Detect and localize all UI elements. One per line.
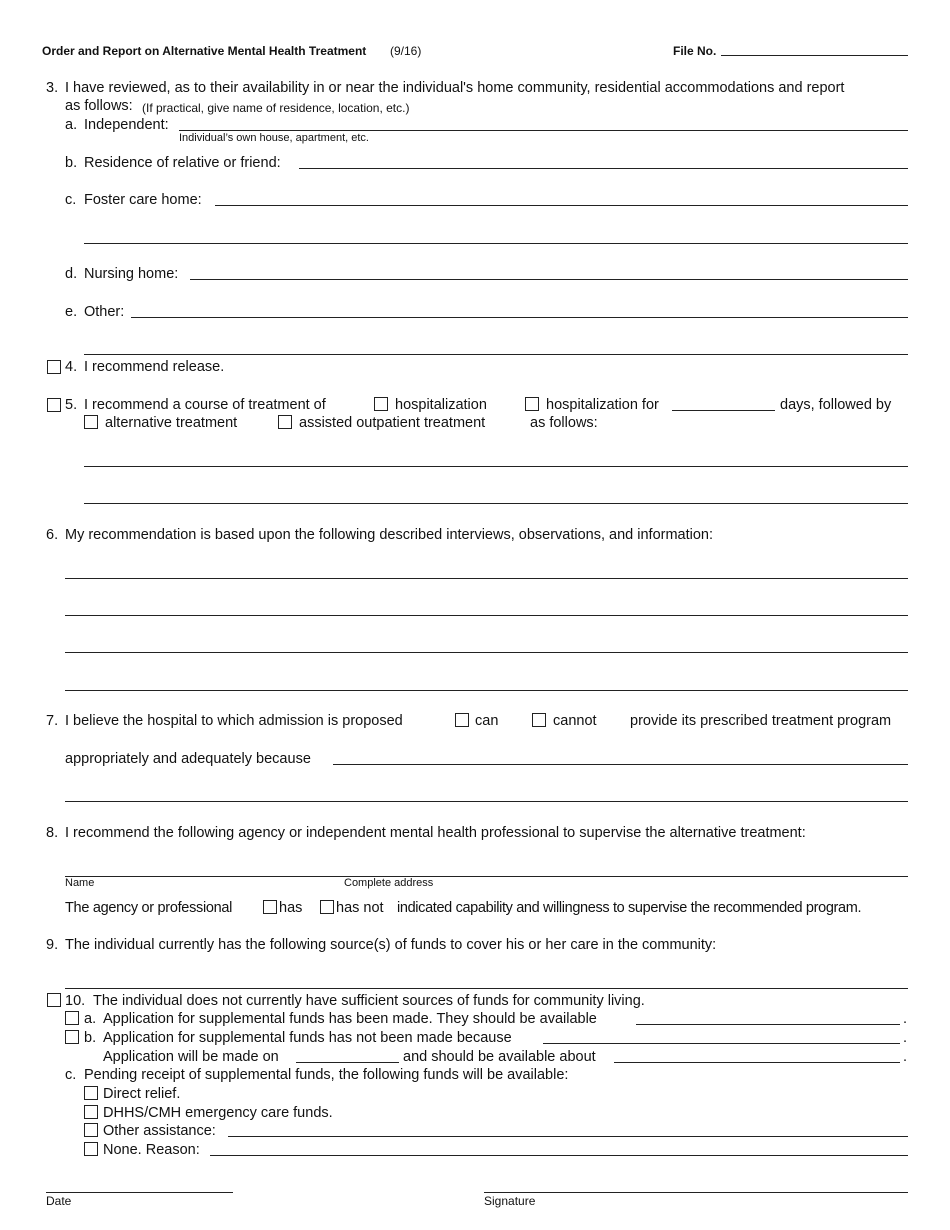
q8-name-address-field[interactable]: [65, 876, 908, 877]
q7-cannot-checkbox[interactable]: [532, 713, 546, 727]
q7-can-label: can: [475, 713, 499, 729]
q10c-none-checkbox[interactable]: [84, 1142, 98, 1156]
form-revision: (9/16): [390, 44, 422, 58]
q8-has-label: has: [279, 900, 303, 916]
q6-text: My recommendation is based upon the following described interviews, observations, and information:: [65, 527, 714, 543]
q10b-application-date-field[interactable]: [296, 1062, 399, 1063]
q5-hospitalization-for-checkbox[interactable]: [525, 397, 539, 411]
q6-number: 6.: [46, 527, 59, 543]
q10b-line2b: and should be available about: [403, 1049, 596, 1065]
signature-label: Signature: [484, 1194, 536, 1208]
q3c-label: Foster care home:: [84, 192, 202, 208]
q3e-other-field-line2[interactable]: [84, 354, 908, 355]
q8-text: I recommend the following agency or independent mental health professional to supervise the alternative treatment:: [65, 825, 806, 841]
q3-text: I have reviewed, as to their availability in or near the individual's home community, residential accommodations and report: [65, 80, 845, 96]
q10b-line2: Application will be made on: [103, 1049, 279, 1065]
q10c-none-reason-field[interactable]: [210, 1155, 908, 1156]
q10b-letter: b.: [84, 1030, 97, 1046]
q10b-text: Application for supplemental funds has not been made because: [103, 1030, 512, 1046]
q9-funds-field[interactable]: [65, 988, 908, 989]
q6-field-line1[interactable]: [65, 578, 908, 579]
q4-text: I recommend release.: [84, 359, 225, 375]
q5-days-field[interactable]: [672, 410, 775, 411]
date-field[interactable]: [46, 1192, 233, 1193]
q6-field-line3[interactable]: [65, 652, 908, 653]
q3b-relative-field[interactable]: [299, 168, 908, 169]
q3e-letter: e.: [65, 304, 78, 320]
q9-number: 9.: [46, 937, 59, 953]
q10c-text: Pending receipt of supplemental funds, the following funds will be available:: [84, 1067, 569, 1083]
q5-text: I recommend a course of treatment of: [84, 397, 326, 413]
file-no-label: File No.: [673, 44, 717, 58]
q3-number: 3.: [46, 80, 59, 96]
q5-days-followed-by: days, followed by: [780, 397, 892, 413]
q5-hospitalization-for-label: hospitalization for: [546, 397, 659, 413]
q3b-label: Residence of relative or friend:: [84, 155, 281, 171]
q3e-label: Other:: [84, 304, 125, 320]
q3d-letter: d.: [65, 266, 78, 282]
q3c-foster-field-line2[interactable]: [84, 243, 908, 244]
q3e-other-field[interactable]: [131, 317, 908, 318]
q4-number: 4.: [65, 359, 78, 375]
q3c-foster-field[interactable]: [215, 205, 908, 206]
q6-field-line2[interactable]: [65, 615, 908, 616]
q10b-checkbox[interactable]: [65, 1030, 79, 1044]
form-title: Order and Report on Alternative Mental Health Treatment: [42, 44, 367, 58]
q5-field-line2[interactable]: [84, 503, 908, 504]
q7-can-checkbox[interactable]: [455, 713, 469, 727]
q7-text: I believe the hospital to which admission is proposed: [65, 713, 403, 729]
q10c-direct-relief-label: Direct relief.: [103, 1086, 181, 1102]
q3d-label: Nursing home:: [84, 266, 179, 282]
q10-checkbox[interactable]: [47, 993, 61, 1007]
q8-has-not-checkbox[interactable]: [320, 900, 334, 914]
q10-text: The individual does not currently have sufficient sources of funds for community living.: [93, 993, 645, 1009]
q8-has-checkbox[interactable]: [263, 900, 277, 914]
q10c-none-label: None. Reason:: [103, 1142, 200, 1158]
q10b-period-2: .: [903, 1049, 908, 1065]
q3-note: (If practical, give name of residence, location, etc.): [142, 101, 410, 115]
q5-as-follows: as follows:: [530, 415, 598, 431]
q10c-other-checkbox[interactable]: [84, 1123, 98, 1137]
q10c-dhhs-label: DHHS/CMH emergency care funds.: [103, 1105, 333, 1121]
q3a-independent-field[interactable]: [179, 130, 908, 131]
q10b-available-date-field[interactable]: [614, 1062, 900, 1063]
q7-because-field[interactable]: [333, 764, 908, 765]
q5-assisted-label: assisted outpatient treatment: [299, 415, 486, 431]
q10a-checkbox[interactable]: [65, 1011, 79, 1025]
q8-agency-text: The agency or professional: [65, 900, 233, 916]
q3d-nursing-field[interactable]: [190, 279, 908, 280]
q8-number: 8.: [46, 825, 59, 841]
q9-text: The individual currently has the following source(s) of funds to cover his or her care in the community:: [65, 937, 717, 953]
q5-checkbox[interactable]: [47, 398, 61, 412]
q10c-other-field[interactable]: [228, 1136, 908, 1137]
date-label: Date: [46, 1194, 72, 1208]
q5-alternative-label: alternative treatment: [105, 415, 238, 431]
q3a-letter: a.: [65, 117, 78, 133]
q10c-dhhs-checkbox[interactable]: [84, 1105, 98, 1119]
q10b-reason-field[interactable]: [543, 1043, 900, 1044]
signature-field[interactable]: [484, 1192, 908, 1193]
q10a-text: Application for supplemental funds has been made. They should be available: [103, 1011, 597, 1027]
q8-has-not-label: has not: [336, 900, 384, 916]
q5-hospitalization-checkbox[interactable]: [374, 397, 388, 411]
q10a-date-field[interactable]: [636, 1024, 900, 1025]
q4-checkbox[interactable]: [47, 360, 61, 374]
q7-number: 7.: [46, 713, 59, 729]
q5-alternative-checkbox[interactable]: [84, 415, 98, 429]
q10-number: 10.: [65, 993, 86, 1009]
q10c-letter: c.: [65, 1067, 77, 1083]
q7-text-2: provide its prescribed treatment program: [630, 713, 892, 729]
q10a-period: .: [903, 1011, 908, 1027]
q5-number: 5.: [65, 397, 78, 413]
q3b-letter: b.: [65, 155, 78, 171]
q5-assisted-checkbox[interactable]: [278, 415, 292, 429]
q8-name-caption: Name: [65, 877, 95, 889]
q7-cannot-label: cannot: [553, 713, 597, 729]
q5-hospitalization-label: hospitalization: [395, 397, 487, 413]
q5-field-line1[interactable]: [84, 466, 908, 467]
q8-agency-text-2: indicated capability and willingness to supervise the recommended program.: [397, 900, 862, 916]
q3a-label: Independent:: [84, 117, 169, 133]
q7-line2: appropriately and adequately because: [65, 751, 311, 767]
q6-field-line4[interactable]: [65, 690, 908, 691]
q3-text-line2: as follows:: [65, 98, 133, 114]
q3a-caption: Individual’s own house, apartment, etc.: [179, 132, 369, 144]
file-no-field[interactable]: [721, 55, 908, 56]
q3c-letter: c.: [65, 192, 77, 208]
q10c-other-label: Other assistance:: [103, 1123, 216, 1139]
q10a-letter: a.: [84, 1011, 97, 1027]
q8-address-caption: Complete address: [344, 877, 434, 889]
q7-because-field-line2[interactable]: [65, 801, 908, 802]
q10c-direct-relief-checkbox[interactable]: [84, 1086, 98, 1100]
q10b-period: .: [903, 1030, 908, 1046]
